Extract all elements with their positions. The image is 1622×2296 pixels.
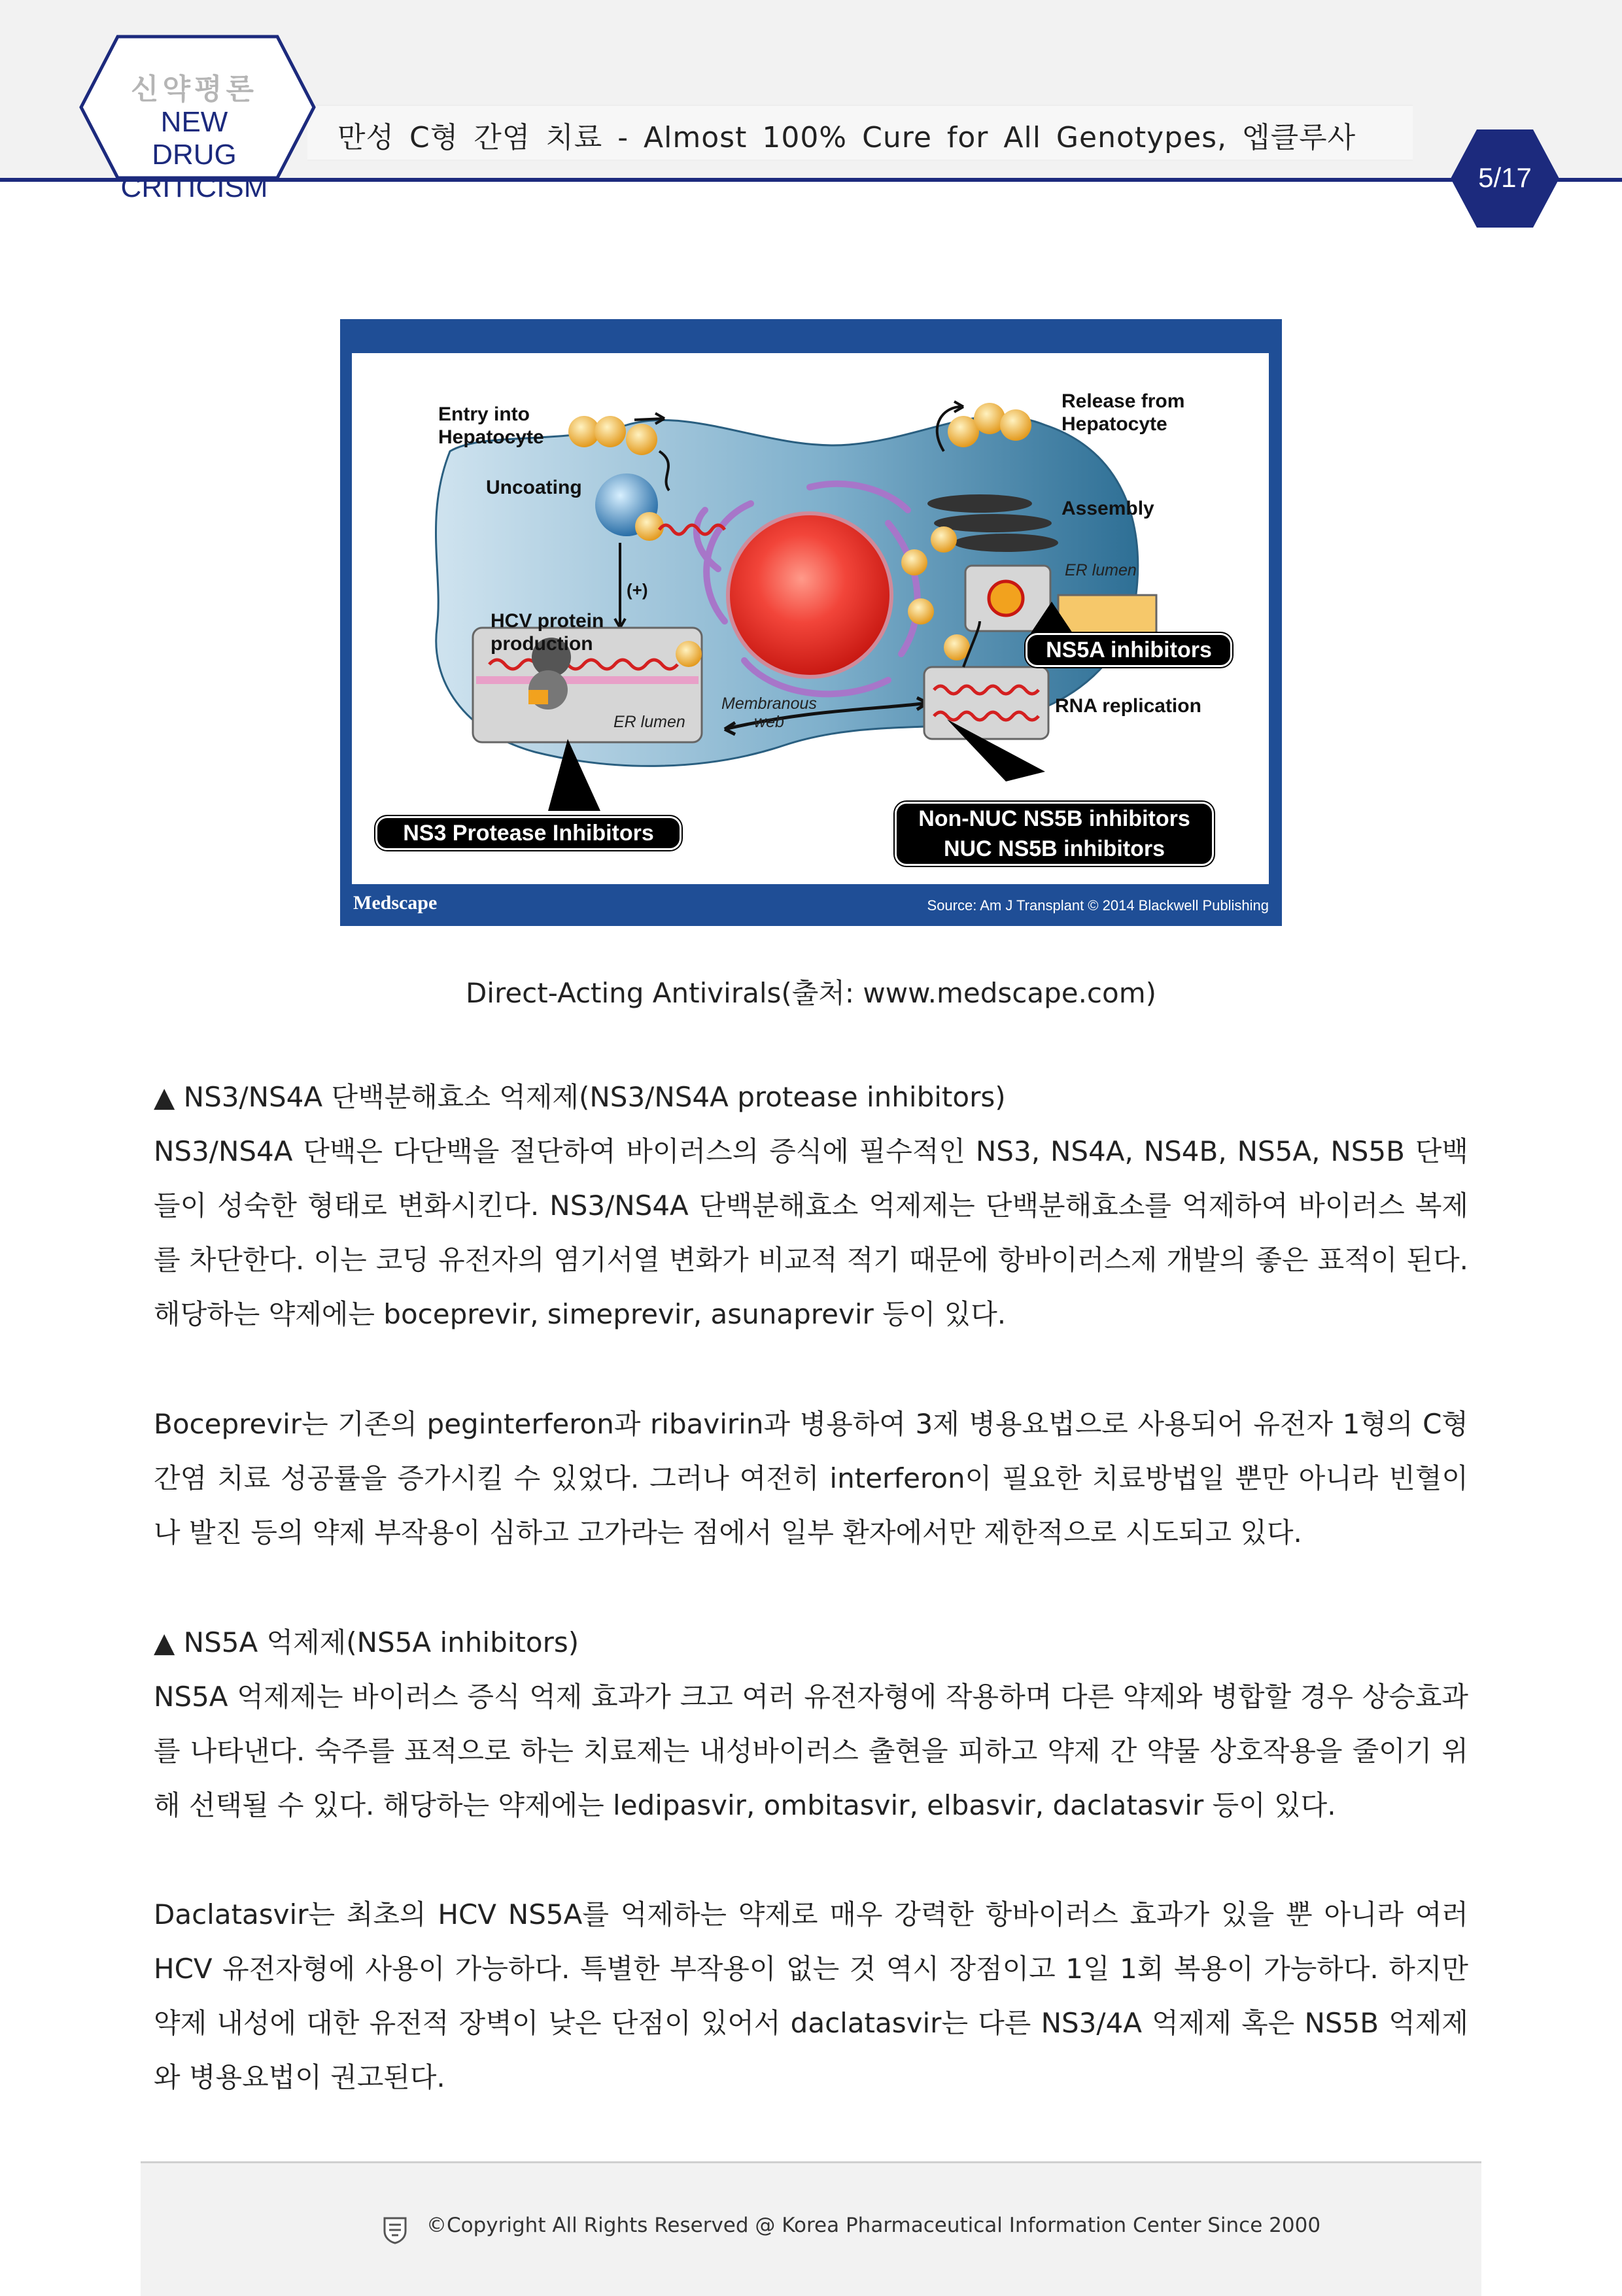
label-uncoating: Uncoating — [486, 477, 582, 498]
nucleus — [728, 513, 891, 677]
section-heading-ns5a: ▲ NS5A 억제제(NS5A inhibitors) — [154, 1626, 579, 1658]
label-entry-text: Entry into — [438, 403, 530, 425]
callout-ns5b-inhibitors — [895, 802, 1214, 866]
label-hcv-protein — [491, 609, 604, 655]
callout-ns3-inhibitors: NS3 Protease Inhibitors — [375, 816, 682, 850]
callout-ns5b-line2: NUC NS5B inhibitors — [943, 836, 1165, 861]
logo-korean-text: 신약평론 — [130, 73, 258, 106]
label-assembly: Assembly — [1061, 498, 1154, 519]
label-er-lumen-right: ER lumen — [1065, 561, 1137, 579]
logo-english-text — [116, 106, 272, 204]
label-entry — [438, 403, 544, 449]
page-number: 5/17 — [1478, 162, 1532, 193]
callout-ns5a-inhibitors: NS5A inhibitors — [1026, 633, 1232, 667]
label-membranous-line1: Membranous — [721, 694, 817, 713]
label-rna-replication: RNA replication — [1055, 695, 1201, 717]
section-heading-ns3: ▲ NS3/NS4A 단백분해효소 억제제(NS3/NS4A protease inhibitors) — [154, 1081, 1006, 1113]
label-plus-strand: (+) — [627, 580, 648, 600]
logo-line-1: NEW DRUG — [152, 106, 237, 171]
label-membranous-web — [721, 694, 817, 731]
paragraph-boceprevir: Boceprevir는 기존의 peginterferon과 ribavirin과 병용하여 3제 병용요법으로 사용되어 유전자 1형의 C형 간염 치료 성공률을 증가시킬 수 있었다. 그러나 여전히 interferon이 필요한 치료방법일 뿐만 아니라 빈혈이나 발진 등의 약제 부작용이 심하고 고가라는 점에서 일부 환자에서만 제한적으로 시도되고 있다. — [154, 1408, 1468, 1549]
medscape-brand: Medscape — [353, 892, 438, 914]
figure-caption: Direct-Acting Antivirals(출처: www.medscape.com) — [465, 977, 1157, 1009]
logo-line-2: CRITICISM — [120, 171, 268, 203]
replication-box — [924, 667, 1048, 739]
page-title: 만성 C형 간염 치료 - Almost 100% Cure for All Genotypes, 엡클루사 — [337, 121, 1356, 154]
copyright-text: ©Copyright All Rights Reserved @ Korea Pharmaceutical Information Center Since 2000 — [426, 2214, 1321, 2237]
label-release-line2: Hepatocyte — [1061, 413, 1167, 435]
paragraph-ns3-mechanism: NS3/NS4A 단백은 다단백을 절단하여 바이러스의 증식에 필수적인 NS3, NS4A, NS4B, NS5A, NS5B 단백들이 성숙한 형태로 변화시킨다. NS3/NS4A 단백분해효소 억제제는 단백분해효소를 억제하여 바이러스 복제를 차단한다. 이는 코딩 유전자의 염기서열 변화가 비교적 적기 때문에 항바이러스제 개발의 좋은 표적이 된다. 해당하는 약제에는 boceprevir, simeprevir, asunaprevir 등이 있다. — [154, 1135, 1468, 1330]
figure-source: Source: Am J Transplant © 2014 Blackwell Publishing — [927, 897, 1269, 914]
kpic-shield-icon — [383, 2216, 407, 2244]
figure-illustration — [352, 353, 1269, 884]
label-membranous-line2: web — [754, 713, 784, 731]
label-hcv-protein-line2: production — [491, 633, 593, 655]
label-hcv-protein-line1: HCV protein — [491, 610, 604, 632]
label-release — [1061, 390, 1184, 436]
paragraph-ns5a-mechanism: NS5A 억제제는 바이러스 증식 억제 효과가 크고 여러 유전자형에 작용하며 다른 약제와 병합할 경우 상승효과를 나타낸다. 숙주를 표적으로 하는 치료제는 내성바이러스 출현을 피하고 약제 간 약물 상호작용을 줄이기 위해 선택될 수 있다. 해당하는 약제에는 ledipasvir, ombitasvir, elbasvir, daclatasvir 등이 있다. — [154, 1681, 1468, 1821]
label-er-lumen-left: ER lumen — [613, 713, 685, 731]
callout-ns5b-line1: Non-NUC NS5B inhibitors — [918, 806, 1190, 831]
label-entry-text-2: Hepatocyte — [438, 426, 544, 448]
paragraph-daclatasvir: Daclatasvir는 최초의 HCV NS5A를 억제하는 약제로 매우 강력한 항바이러스 효과가 있을 뿐 아니라 여러 HCV 유전자형에 사용이 가능하다. 특별한 부작용이 없는 것 역시 장점이고 1일 1회 복용이 가능하다. 하지만 약제 내성에 대한 유전적 장벽이 낮은 단점이 있어서 daclatasvir는 다른 NS3/4A 억제제 혹은 NS5B 억제제와 병용요법이 권고된다. — [154, 1898, 1468, 2093]
dua-figure — [340, 319, 1282, 926]
label-release-line1: Release from — [1061, 390, 1185, 412]
